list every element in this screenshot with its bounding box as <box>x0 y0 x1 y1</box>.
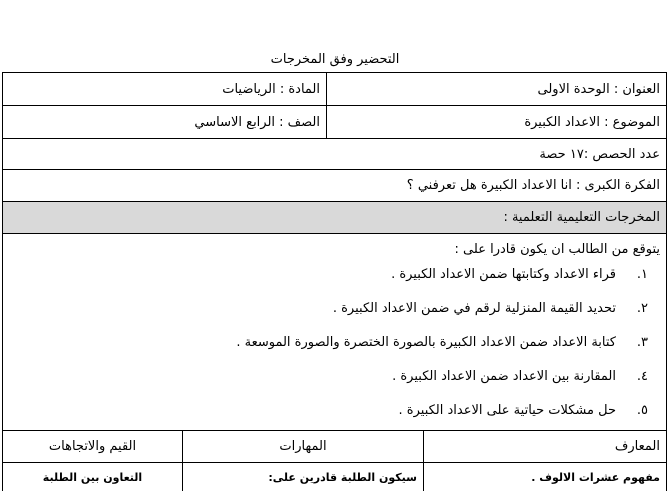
list-number: ١. <box>636 266 648 282</box>
page-title: التحضير وفق المخرجات <box>270 52 400 67</box>
knowledge-header: المعارف <box>614 439 660 454</box>
list-item <box>11 359 660 393</box>
list-item <box>11 325 660 359</box>
list-item <box>11 291 660 325</box>
columns-content-row <box>3 463 666 491</box>
title-field: العنوان : الوحدة الاولى <box>537 81 660 97</box>
list-item <box>11 393 660 427</box>
skills-content: سيكون الطلبة قادرين على: <box>183 463 424 491</box>
row-periods <box>3 139 666 170</box>
outcomes-list <box>11 257 660 427</box>
topic-field: الموضوع : الاعداد الكبيرة <box>524 114 660 130</box>
subject-field: المادة : الرياضيات <box>3 73 327 105</box>
row-topic-grade <box>3 106 666 139</box>
grade-field: الصف : الرابع الاساسي <box>3 106 327 138</box>
outcomes-body <box>3 234 666 431</box>
list-text: حل مشكلات حياتية على الاعداد الكبيرة . <box>398 402 616 418</box>
knowledge-content: مفهوم عشرات الالوف . <box>531 470 660 484</box>
list-item <box>11 257 660 291</box>
list-text: قراء الاعداد وكتابتها ضمن الاعداد الكبيرة . <box>391 266 616 282</box>
list-number: ٣. <box>636 334 648 350</box>
skills-header: المهارات <box>183 431 424 462</box>
outcomes-intro: يتوقع من الطالب ان يكون قادرا على : <box>454 242 660 257</box>
list-number: ٤. <box>636 368 648 384</box>
lesson-plan-table <box>2 72 667 491</box>
list-number: ٢. <box>636 300 648 316</box>
row-title-subject <box>3 73 666 106</box>
row-outcomes-heading <box>3 202 666 234</box>
outcomes-heading: المخرجات التعليمية التعلمية : <box>503 210 660 225</box>
row-big-idea <box>3 170 666 202</box>
values-header: القيم والاتجاهات <box>3 431 183 462</box>
values-content: التعاون بين الطلبة <box>3 463 183 491</box>
list-text: كتابة الاعداد ضمن الاعداد الكبيرة بالصورة الختصرة والصورة الموسعة . <box>236 334 616 350</box>
periods-field: عدد الحصص :١٧ حصة <box>539 146 660 162</box>
list-text: المقارنة بين الاعداد ضمن الاعداد الكبيرة . <box>392 368 616 384</box>
list-number: ٥. <box>636 402 648 418</box>
big-idea-field: الفكرة الكبرى : انا الاعداد الكبيرة هل تعرفني ؟ <box>406 178 660 193</box>
columns-header-row <box>3 431 666 463</box>
list-text: تحديد القيمة المنزلية لرقم في ضمن الاعداد الكبيرة . <box>332 300 616 316</box>
